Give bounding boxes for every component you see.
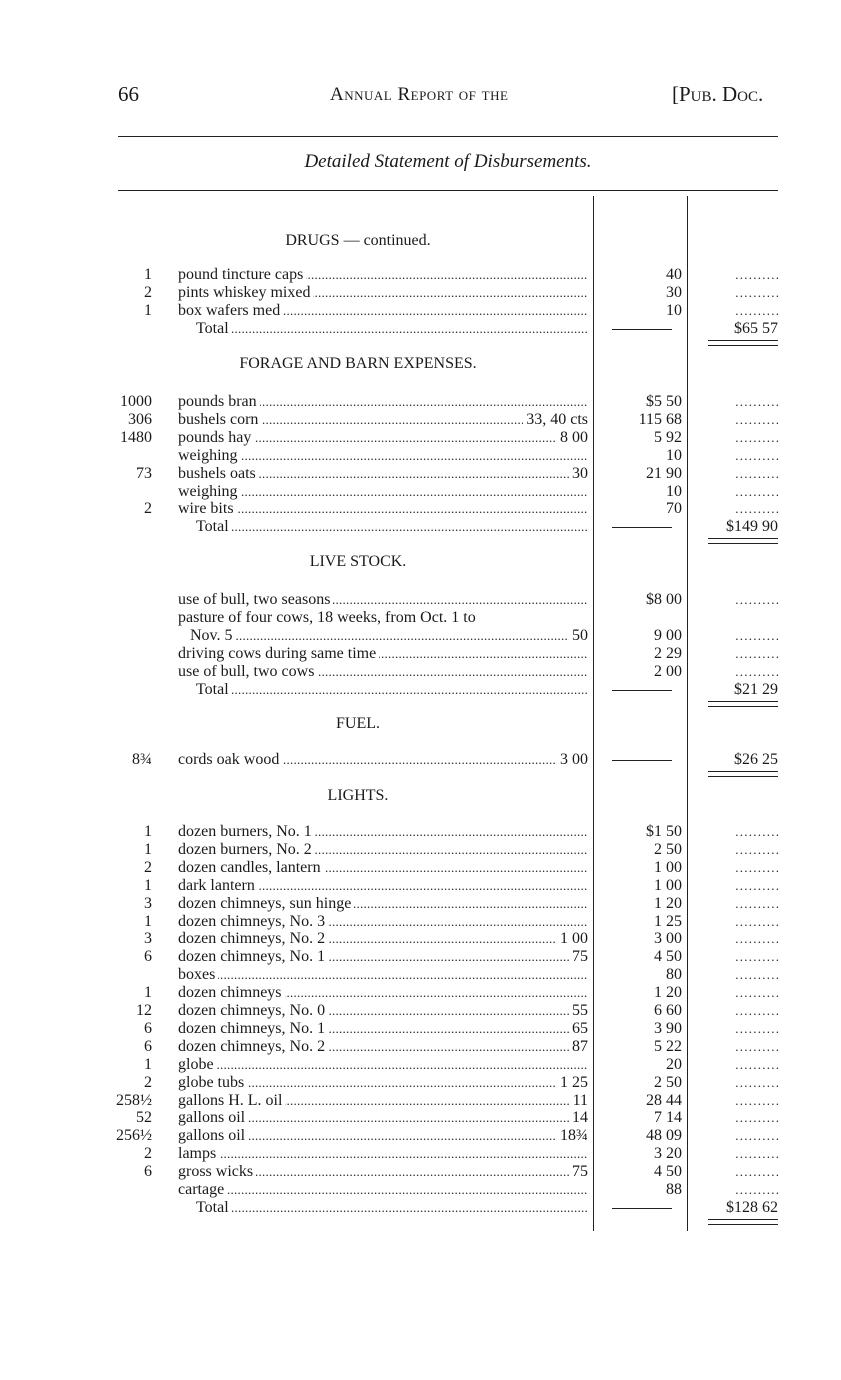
section-heading: FUEL.: [336, 715, 380, 732]
item-description: [178, 823, 588, 841]
total-label: [196, 681, 588, 699]
item-quantity: 1: [144, 301, 152, 319]
ledger-row: [0, 645, 841, 663]
item-amount: 6 60: [654, 1002, 682, 1019]
item-description: [178, 751, 588, 769]
item-rate: 11: [570, 1092, 588, 1110]
item-description: [178, 483, 588, 501]
item-quantity: 3: [144, 894, 152, 912]
ledger-row: [0, 841, 841, 859]
item-description-text: gross wicks: [178, 1163, 256, 1180]
item-amount: $5 50: [646, 393, 682, 410]
item-quantity: 1: [144, 266, 152, 283]
double-rule: [708, 701, 778, 707]
ledger-row: [0, 1163, 841, 1181]
item-rate: 55: [569, 1002, 588, 1020]
item-quantity: 1: [144, 1055, 152, 1073]
item-description-text: pints whiskey mixed: [178, 284, 313, 301]
item-quantity: 2: [144, 858, 152, 876]
item-quantity: 52: [136, 1109, 152, 1127]
item-quantity: 73: [136, 464, 152, 482]
total-leader: [690, 429, 778, 447]
item-description: [178, 393, 588, 411]
item-amount: 20: [666, 1055, 682, 1073]
total-leader: [690, 913, 778, 931]
section-total: $21 29: [734, 680, 778, 698]
item-description-text: gallons H. L. oil: [178, 1092, 285, 1109]
item-quantity: 3: [144, 930, 152, 948]
ledger-row: [0, 823, 841, 841]
item-description: [178, 500, 588, 518]
total-leader: [690, 966, 778, 984]
statement-subtitle: Detailed Statement of Disbursements.: [304, 151, 592, 172]
item-description-text: dozen candles, lantern: [178, 859, 324, 876]
item-amount: 7 14: [654, 1109, 682, 1127]
item-description-text: cartage: [178, 1181, 227, 1198]
page-number: 66: [118, 82, 139, 106]
item-amount: 5 22: [654, 1037, 682, 1055]
total-row: [0, 518, 841, 536]
item-description: [178, 645, 588, 663]
item-description: [178, 1038, 588, 1056]
double-rule: [708, 340, 778, 346]
item-description-text: dozen chimneys, No. 2: [178, 930, 328, 947]
item-amount: 1 20: [654, 984, 682, 1002]
section-heading: FORAGE AND BARN EXPENSES.: [239, 355, 477, 372]
ledger-row: [0, 663, 841, 681]
double-rule: [708, 538, 778, 544]
item-description-text: dozen chimneys: [178, 984, 285, 1001]
item-amount: 30: [666, 283, 682, 301]
ledger-row: [0, 966, 841, 984]
ledger-row: [0, 1056, 841, 1074]
item-rate: 1 00: [557, 930, 588, 948]
item-quantity: 2: [144, 283, 152, 301]
item-amount: 3 20: [654, 1145, 682, 1163]
total-leader: [690, 1002, 778, 1020]
item-description-text: weighing: [178, 447, 241, 464]
total-leader: [690, 877, 778, 895]
ledger-row: [0, 393, 841, 411]
item-rate: 14: [569, 1109, 588, 1127]
item-quantity: 6: [144, 1163, 152, 1181]
item-rate: 75: [569, 1163, 588, 1181]
item-description: [178, 465, 588, 483]
ledger-row: [0, 1127, 841, 1145]
item-description: [178, 1092, 588, 1110]
item-description-text: dozen chimneys, No. 0: [178, 1002, 328, 1019]
total-leader: [690, 1074, 778, 1092]
item-amount: 48 09: [646, 1127, 682, 1145]
item-quantity: 8¾: [132, 751, 152, 768]
total-leader: [690, 1181, 778, 1199]
total-label-text: Total: [196, 1199, 232, 1216]
item-amount: 2 00: [654, 662, 682, 680]
ledger-row: [0, 859, 841, 877]
ledger-row: [0, 1020, 841, 1038]
total-leader: [690, 895, 778, 913]
total-label-text: Total: [196, 518, 232, 535]
ledger-row: [0, 1092, 841, 1110]
item-rate: 8 00: [557, 429, 588, 447]
ledger-row: [0, 948, 841, 966]
item-description-text: use of bull, two cows: [178, 663, 317, 680]
item-quantity: 1000: [120, 393, 152, 410]
item-amount: 5 92: [654, 428, 682, 446]
item-quantity: 1: [144, 984, 152, 1002]
ledger-row: [0, 1145, 841, 1163]
item-description: [178, 591, 588, 609]
ledger-row: [0, 609, 841, 627]
ledger-row: [0, 1038, 841, 1056]
total-leader: [690, 1092, 778, 1110]
ledger-row: [0, 1109, 841, 1127]
total-leader: [690, 1038, 778, 1056]
item-description-text: use of bull, two seasons: [178, 591, 333, 608]
running-title: Annual Report of the: [330, 84, 509, 105]
item-description: [178, 948, 588, 966]
item-description-text: pound tincture caps: [178, 266, 306, 283]
total-label: [196, 320, 588, 338]
item-quantity: 1: [144, 823, 152, 840]
item-amount: 70: [666, 500, 682, 518]
ledger-row: [0, 930, 841, 948]
item-amount: 88: [666, 1181, 682, 1198]
item-description-text: globe: [178, 1056, 217, 1073]
item-description: [178, 663, 588, 681]
item-amount: 10: [666, 482, 682, 500]
ledger-row: [0, 500, 841, 518]
item-description: [178, 984, 588, 1002]
header-rule: [118, 136, 778, 137]
total-leader: [690, 591, 778, 609]
doc-label: [Pub. Doc.: [672, 82, 764, 106]
ledger-row: [0, 627, 841, 645]
total-leader: [690, 465, 778, 483]
item-quantity: 6: [144, 1037, 152, 1055]
item-description: [178, 609, 588, 627]
item-rate: 87: [569, 1038, 588, 1056]
item-rate: 30: [569, 465, 588, 483]
ledger-row: [0, 591, 841, 609]
total-label-text: Total: [196, 681, 232, 698]
item-quantity: 6: [144, 1019, 152, 1037]
item-rate: 18¾: [557, 1127, 588, 1145]
ledger-row: [0, 895, 841, 913]
item-description: [178, 930, 588, 948]
section-total: $149 90: [726, 518, 778, 536]
section-heading: LIGHTS.: [327, 787, 389, 804]
item-description: [178, 1002, 588, 1020]
total-leader: [690, 859, 778, 877]
ledger-row: [0, 429, 841, 447]
item-rate: 1 25: [557, 1074, 588, 1092]
subtitle-rule: [118, 190, 778, 191]
item-description: [178, 429, 588, 447]
item-quantity: 2: [144, 1145, 152, 1163]
total-row: [0, 1199, 841, 1217]
section-total: $128 62: [726, 1198, 778, 1216]
item-rate: 50: [569, 627, 588, 645]
item-description-text: lamps: [178, 1145, 219, 1162]
ledger-row: [0, 1074, 841, 1092]
total-leader: [690, 1109, 778, 1127]
item-description-text: gallons oil: [178, 1127, 248, 1144]
total-leader: [690, 948, 778, 966]
total-leader: [690, 483, 778, 501]
total-leader: [690, 645, 778, 663]
item-amount: 3 90: [654, 1019, 682, 1037]
item-amount: 1 25: [654, 912, 682, 930]
item-description-text: boxes: [178, 966, 218, 983]
item-amount: 21 90: [646, 464, 682, 482]
item-description: [178, 447, 588, 465]
item-amount: $1 50: [646, 823, 682, 840]
double-rule: [708, 771, 778, 777]
item-description-text: box wafers med: [178, 302, 283, 319]
section-total: $65 57: [734, 319, 778, 337]
ledger-row: [0, 266, 841, 284]
ledger-row: [0, 877, 841, 895]
section-heading: LIVE STOCK.: [309, 553, 407, 570]
total-leader: [690, 1056, 778, 1074]
item-description-text: bushels corn: [178, 411, 261, 428]
item-description-text: cords oak wood: [178, 751, 282, 768]
item-description-text: dark lantern: [178, 877, 258, 894]
item-description: [178, 1181, 588, 1199]
item-amount: 4 50: [654, 948, 682, 966]
total-label: [196, 1199, 588, 1217]
section-total: $26 25: [734, 751, 778, 768]
ledger-row: [0, 302, 841, 320]
item-description-text: driving cows during same time: [178, 645, 379, 662]
item-description-text: pounds bran: [178, 393, 260, 410]
total-leader: [690, 1145, 778, 1163]
item-description: [178, 913, 588, 931]
item-quantity: 258½: [116, 1091, 152, 1109]
item-rate: 65: [569, 1020, 588, 1038]
total-row: [0, 681, 841, 699]
item-description-text: gallons oil: [178, 1109, 248, 1126]
item-description-text: dozen chimneys, No. 1: [178, 948, 328, 965]
item-description-text: pounds hay: [178, 429, 254, 446]
section-heading: DRUGS — continued.: [285, 232, 431, 249]
item-amount: 9 00: [654, 626, 682, 644]
item-rate: 75: [569, 948, 588, 966]
item-description: [178, 877, 588, 895]
total-leader: [690, 823, 778, 841]
total-leader: [690, 984, 778, 1002]
item-description-text: dozen burners, No. 2: [178, 841, 315, 858]
item-quantity: 12: [136, 1002, 152, 1019]
item-amount: 3 00: [654, 930, 682, 948]
ledger-row: [0, 1002, 841, 1020]
item-description: [178, 1109, 588, 1127]
item-amount: 28 44: [646, 1091, 682, 1109]
item-quantity: 1: [144, 912, 152, 930]
ledger-row: [0, 483, 841, 501]
item-quantity: 1: [144, 840, 152, 858]
ledger-row: [0, 411, 841, 429]
item-description: [178, 1127, 588, 1145]
item-description: [178, 859, 588, 877]
item-description-text: dozen chimneys, No. 1: [178, 1020, 328, 1037]
item-amount: 2 50: [654, 840, 682, 858]
item-quantity: 1480: [120, 428, 152, 446]
item-quantity: 6: [144, 948, 152, 966]
item-quantity: 256½: [116, 1127, 152, 1145]
total-leader: [690, 447, 778, 465]
item-amount: 2 50: [654, 1073, 682, 1091]
item-quantity: 1: [144, 876, 152, 894]
item-description: [178, 302, 588, 320]
total-leader: [690, 1020, 778, 1038]
item-amount: 10: [666, 446, 682, 464]
item-description: [178, 1163, 588, 1181]
item-description-text: dozen chimneys, No. 2: [178, 1038, 328, 1055]
ledger-row: [0, 1181, 841, 1199]
item-description-text: pasture of four cows, 18 weeks, from Oct. 1 to: [178, 609, 479, 626]
item-description-text: dozen burners, No. 1: [178, 823, 315, 840]
ledger-row: [0, 913, 841, 931]
item-description: [178, 284, 588, 302]
item-description-text: Nov. 5: [190, 627, 236, 644]
item-quantity: 2: [144, 1073, 152, 1091]
item-amount: 1 00: [654, 876, 682, 894]
ledger-row: [0, 751, 841, 769]
total-leader: [690, 411, 778, 429]
item-amount: 80: [666, 966, 682, 984]
item-description: [178, 1145, 588, 1163]
item-description: [178, 1020, 588, 1038]
item-amount: 1 20: [654, 894, 682, 912]
total-leader: [690, 663, 778, 681]
ledger-row: [0, 447, 841, 465]
running-header: [0, 82, 841, 112]
total-leader: [690, 627, 778, 645]
item-rate: 3 00: [557, 751, 588, 769]
ledger-row: [0, 465, 841, 483]
item-amount: 1 00: [654, 858, 682, 876]
total-leader: [690, 841, 778, 859]
ledger-row: [0, 984, 841, 1002]
item-rate: 33, 40 cts: [523, 411, 588, 429]
total-leader: [690, 1163, 778, 1181]
item-description-text: globe tubs: [178, 1074, 247, 1091]
total-label: [196, 518, 588, 536]
total-leader: [690, 1127, 778, 1145]
total-label-text: Total: [196, 320, 232, 337]
total-leader: [690, 930, 778, 948]
total-leader: [690, 302, 778, 320]
total-leader: [690, 284, 778, 302]
item-description-text: weighing: [178, 483, 241, 500]
item-description-text: bushels oats: [178, 465, 259, 482]
item-amount: $8 00: [646, 591, 682, 608]
total-leader: [690, 500, 778, 518]
double-rule: [708, 1219, 778, 1225]
total-leader: [690, 266, 778, 284]
item-description: [178, 266, 588, 284]
item-amount: 4 50: [654, 1163, 682, 1181]
item-description: [178, 1056, 588, 1074]
item-description: [178, 1074, 588, 1092]
item-amount: 10: [666, 301, 682, 319]
item-amount: 2 29: [654, 644, 682, 662]
item-description: [178, 841, 588, 859]
ledger-row: [0, 284, 841, 302]
item-description: [178, 895, 588, 913]
item-description-text: dozen chimneys, No. 3: [178, 913, 328, 930]
item-description: [178, 966, 588, 984]
item-quantity: 2: [144, 500, 152, 518]
item-description-text: wire bits: [178, 500, 237, 517]
item-amount: 115 68: [638, 410, 682, 428]
item-description-text: dozen chimneys, sun hinge: [178, 895, 354, 912]
total-leader: [690, 393, 778, 411]
item-amount: 40: [666, 266, 682, 283]
item-quantity: 306: [128, 410, 152, 428]
total-row: [0, 320, 841, 338]
item-description: [190, 627, 588, 645]
